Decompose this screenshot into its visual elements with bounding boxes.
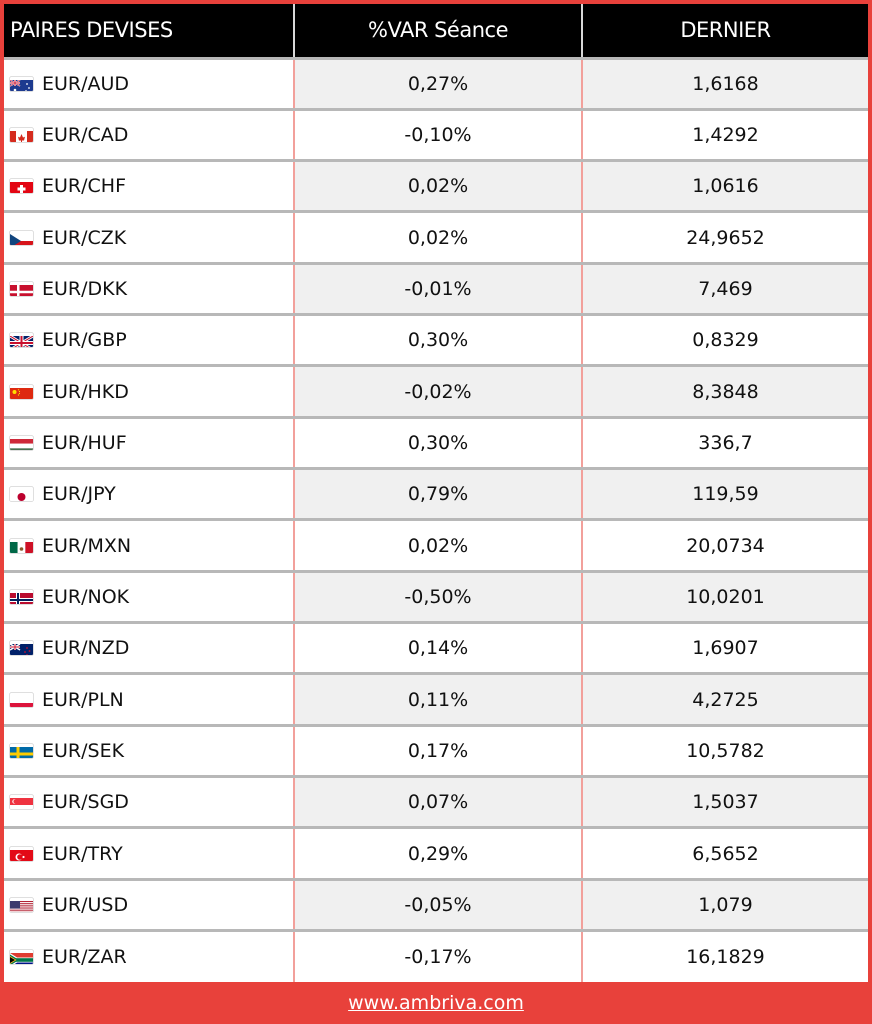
dernier-cell: 8,3848: [582, 366, 868, 417]
pair-cell: [4, 725, 294, 776]
table-row: [4, 879, 868, 930]
japan-flag-icon: [10, 487, 33, 501]
poland-flag-icon: [10, 693, 33, 707]
pair-cell: [4, 674, 294, 725]
table-row: [4, 263, 868, 314]
pair-label: EUR/TRY: [42, 842, 123, 865]
sweden-flag-icon: [10, 744, 33, 758]
dernier-cell: 1,5037: [582, 777, 868, 828]
pair-cell: [4, 366, 294, 417]
denmark-flag-icon: [10, 282, 33, 296]
pair-label: EUR/CAD: [42, 123, 129, 146]
table-row: [4, 828, 868, 879]
pair-cell: [4, 879, 294, 930]
dernier-cell: 4,2725: [582, 674, 868, 725]
czech-flag-icon: [10, 231, 33, 245]
pair-label: EUR/AUD: [42, 72, 130, 95]
table-row: [4, 315, 868, 366]
dernier-cell: 24,9652: [582, 212, 868, 263]
norway-flag-icon: [10, 590, 33, 604]
currency-pairs-table: [4, 4, 868, 982]
var-seance-cell: 0,30%: [294, 417, 582, 468]
table-row: [4, 109, 868, 160]
uk-flag-icon: [10, 333, 33, 347]
var-seance-cell: 0,14%: [294, 623, 582, 674]
var-seance-cell: 0,02%: [294, 161, 582, 212]
table-row: [4, 161, 868, 212]
pair-label: EUR/PLN: [42, 688, 124, 711]
dernier-cell: 1,6168: [582, 58, 868, 109]
footer-website-link[interactable]: www.ambriva.com: [348, 992, 524, 1014]
australia-flag-icon: [10, 77, 33, 91]
header-var-seance: %VAR Séance: [294, 4, 582, 58]
pair-label: EUR/CZK: [42, 226, 127, 249]
usa-flag-icon: [10, 898, 33, 912]
pair-cell: [4, 777, 294, 828]
var-seance-cell: -0,05%: [294, 879, 582, 930]
table-row: [4, 366, 868, 417]
table-row: [4, 571, 868, 622]
dernier-cell: 20,0734: [582, 520, 868, 571]
pair-cell: [4, 58, 294, 109]
var-seance-cell: -0,17%: [294, 931, 582, 982]
singapore-flag-icon: [10, 795, 33, 809]
pair-cell: [4, 315, 294, 366]
pair-cell: [4, 161, 294, 212]
table-row: [4, 777, 868, 828]
hungary-flag-icon: [10, 436, 33, 450]
table-row: [4, 469, 868, 520]
pair-cell: [4, 469, 294, 520]
pair-label: EUR/MXN: [42, 534, 132, 557]
header-dernier: DERNIER: [582, 4, 868, 58]
pair-cell: [4, 212, 294, 263]
var-seance-cell: -0,50%: [294, 571, 582, 622]
dernier-cell: 336,7: [582, 417, 868, 468]
canada-flag-icon: [10, 128, 33, 142]
table-row: [4, 674, 868, 725]
pair-cell: [4, 828, 294, 879]
var-seance-cell: 0,29%: [294, 828, 582, 879]
mexico-flag-icon: [10, 539, 33, 553]
var-seance-cell: -0,10%: [294, 109, 582, 160]
china-flag-icon: [10, 385, 33, 399]
pair-label: EUR/NZD: [42, 637, 130, 660]
pair-label: EUR/CHF: [42, 175, 126, 198]
pair-cell: [4, 417, 294, 468]
table-row: [4, 520, 868, 571]
table-row: [4, 725, 868, 776]
var-seance-cell: 0,11%: [294, 674, 582, 725]
table-row: [4, 58, 868, 109]
dernier-cell: 6,5652: [582, 828, 868, 879]
pair-label: EUR/JPY: [42, 483, 116, 506]
table-header-row: [4, 4, 868, 58]
header-paires-devises: PAIRES DEVISES: [4, 4, 294, 58]
pair-label: EUR/GBP: [42, 329, 127, 352]
pair-label: EUR/DKK: [42, 277, 128, 300]
pair-label: EUR/SEK: [42, 739, 125, 762]
var-seance-cell: 0,79%: [294, 469, 582, 520]
table-row: [4, 417, 868, 468]
switzerland-flag-icon: [10, 179, 33, 193]
pair-cell: [4, 571, 294, 622]
fx-table-frame: [4, 4, 868, 982]
pair-label: EUR/HUF: [42, 431, 127, 454]
table-row: [4, 212, 868, 263]
pair-label: EUR/NOK: [42, 585, 130, 608]
dernier-cell: 1,0616: [582, 161, 868, 212]
pair-cell: [4, 931, 294, 982]
var-seance-cell: 0,02%: [294, 212, 582, 263]
pair-cell: [4, 263, 294, 314]
pair-label: EUR/ZAR: [42, 945, 127, 968]
table-row: [4, 931, 868, 982]
pair-label: EUR/USD: [42, 893, 129, 916]
var-seance-cell: 0,07%: [294, 777, 582, 828]
table-row: [4, 623, 868, 674]
dernier-cell: 1,4292: [582, 109, 868, 160]
dernier-cell: 10,0201: [582, 571, 868, 622]
dernier-cell: 1,6907: [582, 623, 868, 674]
pair-label: EUR/HKD: [42, 380, 129, 403]
pair-cell: [4, 623, 294, 674]
dernier-cell: 119,59: [582, 469, 868, 520]
south-africa-flag-icon: [10, 950, 33, 964]
var-seance-cell: -0,01%: [294, 263, 582, 314]
pair-label: EUR/SGD: [42, 791, 129, 814]
var-seance-cell: -0,02%: [294, 366, 582, 417]
pair-cell: [4, 109, 294, 160]
dernier-cell: 1,079: [582, 879, 868, 930]
dernier-cell: 7,469: [582, 263, 868, 314]
dernier-cell: 0,8329: [582, 315, 868, 366]
dernier-cell: 10,5782: [582, 725, 868, 776]
new-zealand-flag-icon: [10, 641, 33, 655]
footer: [0, 982, 872, 1024]
turkey-flag-icon: [10, 847, 33, 861]
var-seance-cell: 0,30%: [294, 315, 582, 366]
dernier-cell: 16,1829: [582, 931, 868, 982]
var-seance-cell: 0,02%: [294, 520, 582, 571]
var-seance-cell: 0,27%: [294, 58, 582, 109]
var-seance-cell: 0,17%: [294, 725, 582, 776]
pair-cell: [4, 520, 294, 571]
